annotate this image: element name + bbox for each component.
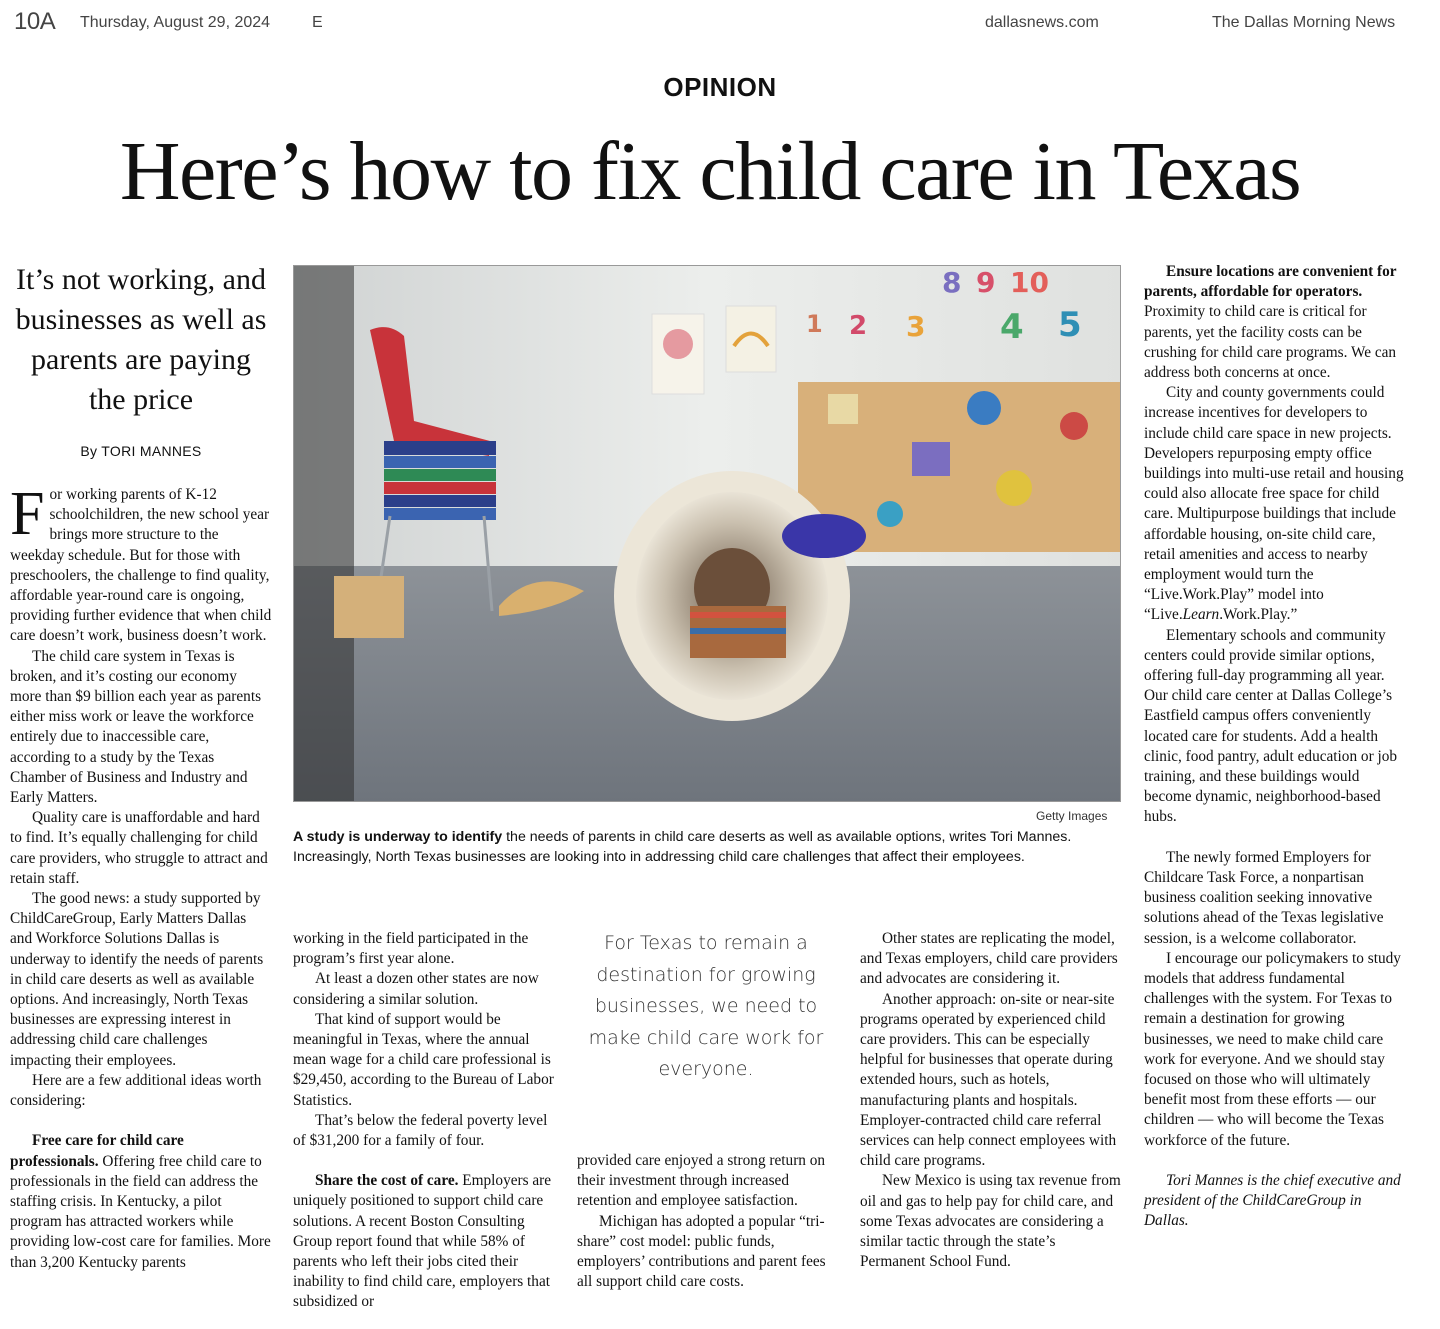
author-bio: Tori Mannes is the chief executive and president of the ChildCareGroup in Dallas. <box>1144 1171 1401 1230</box>
caption-lead: A study is underway to identify <box>293 829 503 845</box>
wall-number: 9 <box>976 266 996 299</box>
paragraph: New Mexico is using tax revenue from oil and gas to help pay for child care, and some Texas advocates are considering a similar tactic through the state’s Permanent School Fund. <box>860 1172 1121 1271</box>
paragraph: Other states are replicating the model, and Texas employers, child care providers and advocates are considering it. <box>860 930 1118 988</box>
paragraph: That kind of support would be meaningful in Texas, where the annual mean wage for a child care professional is $29,450, according to the Bureau of Labor Statistics. <box>293 1010 554 1109</box>
photo-illustration <box>294 266 1121 802</box>
byline: By TORI MANNES <box>80 443 202 459</box>
paragraph: Michigan has adopted a popular “tri-share” cost model: public funds, employers’ contributions and parent fees all support child care costs. <box>577 1212 826 1291</box>
paragraph: I encourage our policymakers to study models that address fundamental challenges with the system. For Texas to remain a destination for growing businesses, we need to make child care work for everyone. And we should stay focused on those who will ultimately benefit most from these efforts — our children — who will become the Texas workforce of the future. <box>1144 949 1401 1149</box>
article-column-4 <box>860 929 1122 1272</box>
wall-number: 4 <box>1000 307 1024 347</box>
subheadline: It’s not working, and businesses as well as parents are paying the price <box>15 263 267 416</box>
paragraph: Here are a few additional ideas worth considering: <box>10 1071 262 1110</box>
subhead-locations: Ensure locations are convenient for parents, affordable for operators. <box>1144 263 1397 301</box>
paragraph: Quality care is unaffordable and hard to find. It’s equally challenging for child care providers, who struggle to attract and retain staff. <box>10 809 268 887</box>
photo-caption <box>293 827 1123 867</box>
article-column-3 <box>577 1151 839 1292</box>
paragraph: City and county governments could increase incentives for developers to include child care space in new projects. Developers repurposing empty office buildings into multi-use retail and housing could also allocate free space for child care. Multipurpose buildings that include affordable housing, on-site child care, retail amenities and access to nearby employment would turn the “Live.Work.Play” model into “Live. <box>1144 384 1404 624</box>
paragraph: That’s below the federal poverty level of $31,200 for a family of four. <box>293 1111 548 1150</box>
section-label: OPINION <box>663 72 777 102</box>
play-tunnel <box>614 471 850 721</box>
wall-number: 10 <box>1010 266 1049 299</box>
article-column-5 <box>1144 262 1406 1231</box>
paragraph: or working parents of K-12 schoolchildren, the new school year brings more structure to the weekday schedule. But for those with preschoolers, the challenge to find quality, affordable year-round care is ongoing, providing further evidence that when child care doesn’t work, business doesn’t work. <box>10 486 272 645</box>
website-url: dallasnews.com <box>985 14 1099 31</box>
paragraph: At least a dozen other states are now considering a similar solution. <box>293 970 539 1008</box>
wall-number: 1 <box>806 310 823 338</box>
headline: Here’s how to fix child care in Texas <box>119 125 1301 218</box>
paragraph: provided care enjoyed a strong return on their investment through increased retention and employee satisfaction. <box>577 1152 826 1210</box>
paragraph: Employers are uniquely positioned to support child care solutions. A recent Boston Consulting Group report found that while 58% of parents who left their jobs cited their inability to find child care, employers that subsidized or <box>293 1172 552 1311</box>
paragraph: Elementary schools and community centers could provide similar options, offering full-day programming all year. Our child care center at Dallas College’s Eastfield campus offers conveniently located care for students. Add a health clinic, food pantry, adult education or job training, and these buildings would become dynamic, neighborhood-based hubs. <box>1144 626 1398 826</box>
page-number: 10A <box>14 8 56 35</box>
caption-text: the needs of parents in child care deserts as well as available options, writes Tori Mannes. Increasingly, North Texas businesses are looking into in addressing child care challenges that affect their employees. <box>293 829 1072 865</box>
paper-name: The Dallas Morning News <box>1212 14 1396 31</box>
article-column-2 <box>293 929 555 1313</box>
edition-mark: E <box>312 14 323 31</box>
wall-number: 2 <box>849 311 868 341</box>
article-column-1 <box>10 480 272 1273</box>
paragraph: Offering free child care to professionals in the field can address the staffing crisis. In Kentucky, a pilot program has attracted workers while providing low-cost care for families. More than 3,200 Kentucky parents <box>10 1152 271 1271</box>
paragraph: The good news: a study supported by ChildCareGroup, Early Matters Dallas and Workforce Solutions Dallas is underway to identify the needs of parents in child care deserts as well as available options. And increasingly, North Texas businesses are expressing interest in addressing child care challenges impacting their employees. <box>10 890 264 1069</box>
subhead-share-cost: Share the cost of care. <box>315 1172 459 1190</box>
paragraph: working in the field participated in the program’s first year alone. <box>293 930 529 968</box>
issue-date: Thursday, August 29, 2024 <box>80 14 271 31</box>
emphasis-learn: Learn <box>1182 606 1220 624</box>
paragraph: The newly formed Employers for Childcare Task Force, a nonpartisan business coalition seeking innovative solutions ahead of the Texas legislative session, is a welcome collaborator. <box>1144 848 1384 947</box>
wall-number: 5 <box>1058 305 1082 345</box>
wall-number: 3 <box>906 310 926 343</box>
wall-number: 8 <box>942 266 962 299</box>
pull-quote: For Texas to remain a destination for growing businesses, we need to make child care work for everyone. <box>588 932 824 1081</box>
paragraph: Another approach: on-site or near-site programs operated by experienced child care providers. This can be especially helpful for businesses that operate during extended hours, such as hotels, manufacturing plants and hospitals. Employer-contracted child care referral services can help connect employees with child care programs. <box>860 990 1117 1170</box>
drop-cap: F <box>10 480 45 548</box>
paragraph: The child care system in Texas is broken, and it’s costing our economy more than $9 billion each year as parents either miss work or leave the workforce entirely due to inaccessible care, according to a study by the Texas Chamber of Business and Industry and Early Matters. <box>10 647 262 807</box>
paragraph: Proximity to child care is critical for parents, yet the facility costs can be crushing for child care programs. We can address both concerns at once. <box>1144 303 1397 382</box>
subhead-free-care: Free care for child care professionals. <box>10 1132 184 1170</box>
article-photo <box>293 265 1121 802</box>
photo-credit: Getty Images <box>1036 809 1108 823</box>
paragraph-end: .Work.Play.” <box>1219 606 1298 624</box>
